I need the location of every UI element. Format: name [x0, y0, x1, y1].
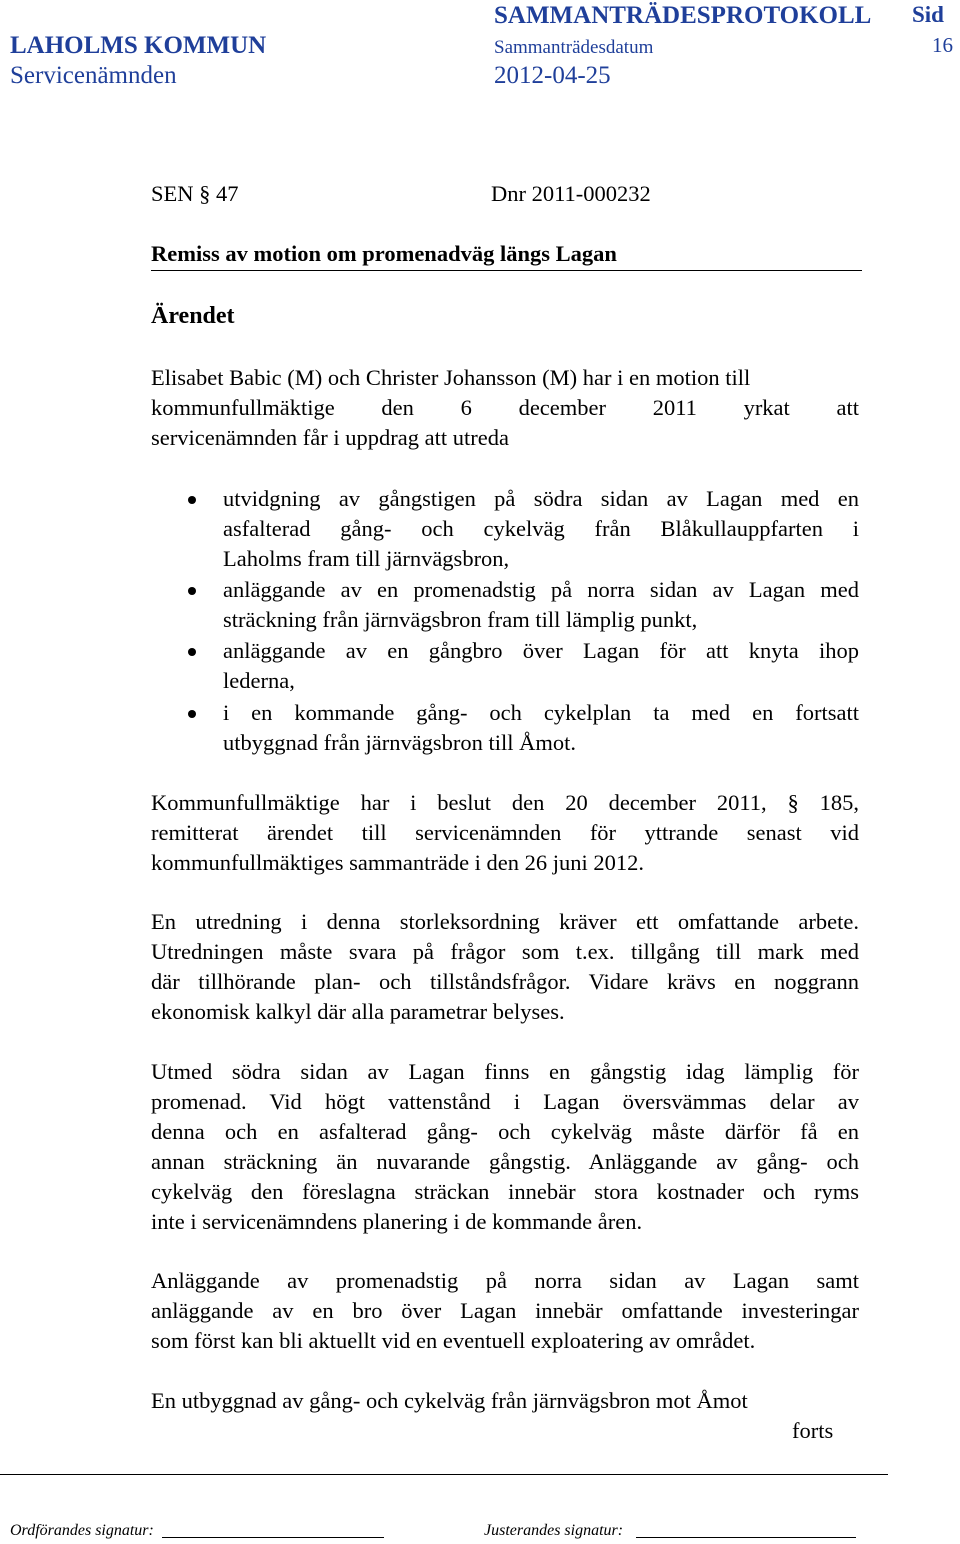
document-type: SAMMANTRÄDESPROTOKOLL [494, 2, 872, 29]
page-label: Sid [912, 2, 944, 27]
list-item-line: Laholms fram till järnvägsbron, [223, 546, 510, 571]
chair-signature-label: Ordförandes signatur: [10, 1522, 154, 1539]
paragraph-line: promenad. Vid högt vattenstånd i Lagan översvämmas delar av [151, 1089, 859, 1114]
intro-line: kommunfullmäktige den 6 december 2011 yrkat att [151, 395, 859, 420]
continuation-marker: forts [792, 1418, 834, 1443]
paragraph-line: En utbyggnad av gång- och cykelväg från järnvägsbron mot Åmot [151, 1388, 748, 1413]
committee-name: Servicenämnden [10, 62, 177, 89]
bullet-icon [188, 587, 196, 595]
paragraph-line: denna och en asfalterad gång- och cykelväg måste därför få en [151, 1119, 859, 1144]
paragraph-line: Anläggande av promenadstig på norra sidan av Lagan samt [151, 1268, 859, 1293]
paragraph-line: remitterat ärendet till servicenämnden för yttrande senast vid [151, 820, 859, 845]
bullet-icon [188, 710, 196, 718]
paragraph-line: En utredning i denna storleksordning kräver ett omfattande arbete. [151, 909, 859, 934]
bullet-icon [188, 496, 196, 504]
adjuster-signature-line [636, 1537, 856, 1538]
list-item-line: utvidgning av gångstigen på södra sidan av Lagan med en [223, 486, 859, 511]
paragraph-line: cykelväg den föreslagna sträckan innebär stora kostnader och ryms [151, 1179, 859, 1204]
list-item-line: lederna, [223, 668, 295, 693]
chair-signature-line [162, 1537, 384, 1538]
intro-line: servicenämnden får i uppdrag att utreda [151, 425, 509, 450]
paragraph-line: anläggande av en bro över Lagan innebär omfattande investeringar [151, 1298, 859, 1323]
date-label: Sammanträdesdatum [494, 37, 654, 58]
footer-rule [0, 1474, 888, 1475]
case-number: SEN § 47 [151, 181, 239, 206]
paragraph-line: där tillhörande plan- och tillståndsfrågor. Vidare krävs en noggrann [151, 969, 859, 994]
case-title: Remiss av motion om promenadväg längs Lagan [151, 241, 617, 266]
adjuster-signature-label: Justerandes signatur: [484, 1522, 624, 1539]
intro-line: Elisabet Babic (M) och Christer Johansson (M) har i en motion till [151, 365, 751, 390]
paragraph-line: Utmed södra sidan av Lagan finns en gångstig idag lämplig för [151, 1059, 859, 1084]
paragraph-line: ekonomisk kalkyl där alla parametrar belyses. [151, 999, 565, 1024]
paragraph-line: Utredningen måste svara på frågor som t.ex. tillgång till mark med [151, 939, 859, 964]
page-number: 16 [932, 33, 953, 57]
org-name: LAHOLMS KOMMUN [10, 32, 267, 59]
paragraph-line: kommunfullmäktiges sammanträde i den 26 juni 2012. [151, 850, 645, 875]
list-item-line: i en kommande gång- och cykelplan ta med en fortsatt [223, 700, 859, 725]
paragraph-line: Kommunfullmäktige har i beslut den 20 december 2011, § 185, [151, 790, 859, 815]
section-heading: Ärendet [151, 303, 235, 329]
paragraph-line: som först kan bli aktuellt vid en eventuell exploatering av området. [151, 1328, 756, 1353]
paragraph-line: annan sträckning än nuvarande gångstig. Anläggande av gång- och [151, 1149, 859, 1174]
list-item-line: anläggande av en promenadstig på norra sidan av Lagan med [223, 577, 859, 602]
bullet-icon [188, 648, 196, 656]
paragraph-line: inte i servicenämndens planering i de kommande åren. [151, 1209, 643, 1234]
list-item-line: utbyggnad från järnvägsbron till Åmot. [223, 730, 577, 755]
list-item-line: sträckning från järnvägsbron fram till lämplig punkt, [223, 607, 698, 632]
meeting-date: 2012-04-25 [494, 62, 611, 89]
case-dnr: Dnr 2011-000232 [491, 181, 651, 206]
title-underline [151, 270, 862, 271]
list-item-line: anläggande av en gångbro över Lagan för att knyta ihop [223, 638, 859, 663]
list-item-line: asfalterad gång- och cykelväg från Blåkullauppfarten i [223, 516, 859, 541]
